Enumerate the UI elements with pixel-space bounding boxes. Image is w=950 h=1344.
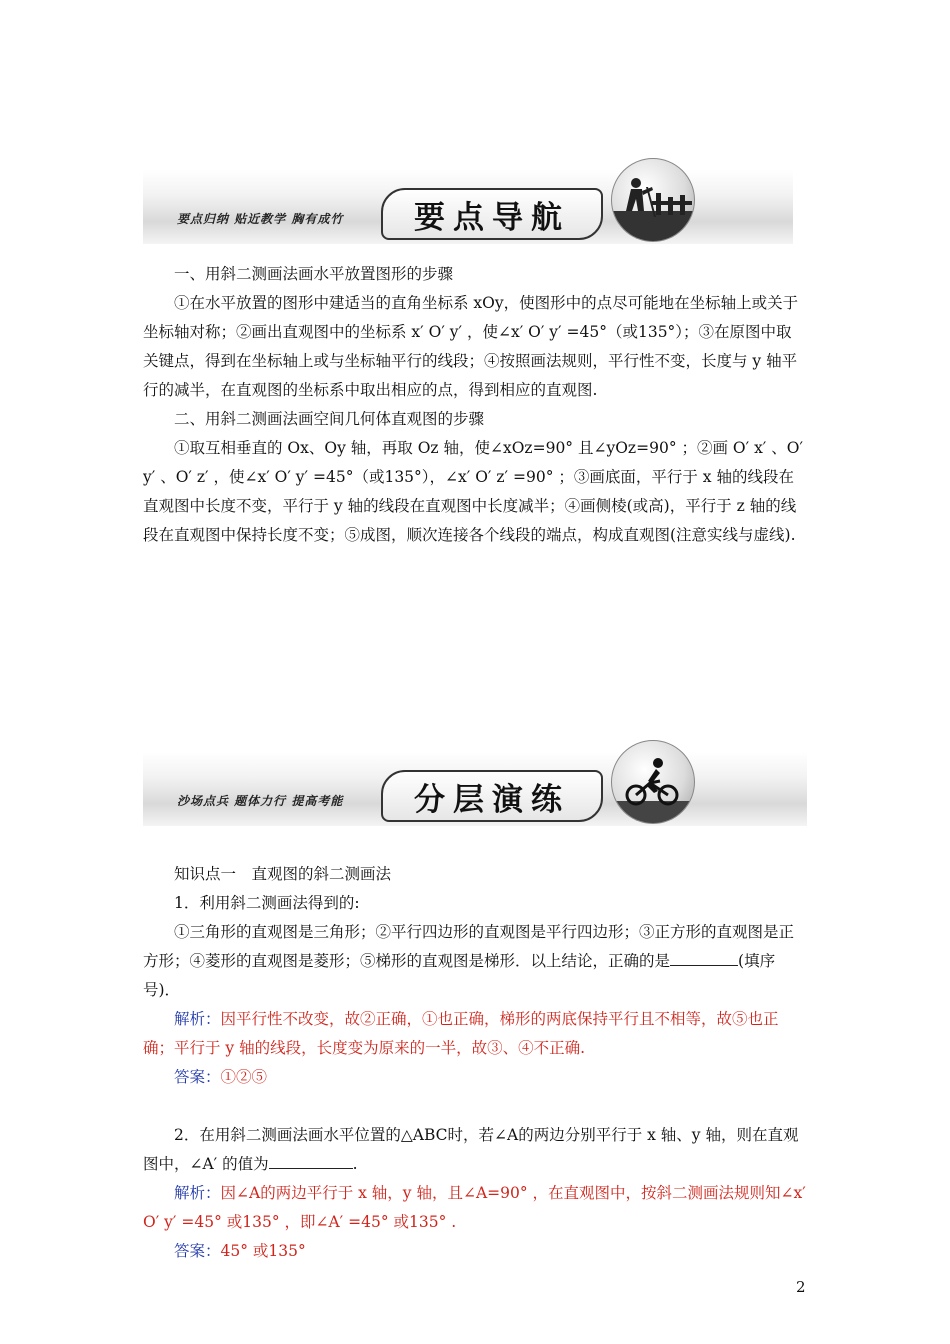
section-2-heading: 二、用斜二测画法画空间几何体直观图的步骤 — [174, 410, 485, 428]
question-1-body-text: ①三角形的直观图是三角形；②平行四边形的直观图是平行四边形；③正方形的直观图是正方形；④菱形的直观图是菱形；⑤梯形的直观图是梯形．以上结论，正确的是 — [143, 923, 795, 970]
banner-title: 分层演练 — [414, 781, 570, 818]
section-1 — [143, 260, 807, 550]
analysis-text: 因∠A的两边平行于 x 轴，y 轴，且∠A=90° ，在直观图中，按斜二测画法规则知∠x′ O′ y′ =45° 或135° ，即∠A′ =45° 或135° . — [143, 1184, 806, 1231]
question-2-answer — [143, 1237, 807, 1266]
section-1-heading: 一、用斜二测画法画水平放置图形的步骤 — [174, 265, 454, 283]
practice-section — [143, 860, 807, 1266]
banner-slogan: 要点归纳 贴近教学 胸有成竹 — [177, 212, 344, 226]
cyclist-silhouette-icon — [611, 740, 695, 824]
banner-practice — [143, 740, 807, 828]
answer-text: ①②⑤ — [220, 1068, 268, 1086]
analysis-label: 解析： — [174, 1010, 221, 1028]
section-1-text: ①在水平放置的图形中建适当的直角坐标系 xOy，使图形中的点尽可能地在坐标轴上或关于坐标轴对称；②画出直观图中的坐标系 x′ O′ y′ ，使∠x′ O′ y′ =45°（或135°）；③在原图中取关键点，得到在坐标轴上或与坐标轴平行的线段；④按照画法规则，平行性不变，长度与 y 轴平行的减半，在直观图的坐标系中取出相应的点，得到相应的直观图. — [143, 294, 799, 399]
page-number: 2 — [796, 1278, 806, 1296]
knowledge-point-title: 知识点一 直观图的斜二测画法 — [174, 865, 392, 883]
analysis-text: 因平行性不改变，故②正确，①也正确，梯形的两底保持平行且不相等，故⑤也正确；平行于 y 轴的线段，长度变为原来的一半，故③、④不正确. — [143, 1010, 779, 1057]
answer-blank[interactable] — [269, 1154, 353, 1169]
question-2-stem — [143, 1121, 807, 1179]
banner-key-points — [143, 158, 793, 246]
question-1-answer — [143, 1063, 807, 1092]
answer-label: 答案： — [174, 1068, 221, 1086]
question-1-stem: 1．利用斜二测画法得到的: — [174, 894, 360, 912]
answer-label: 答案： — [174, 1242, 221, 1260]
banner-title-plate — [381, 188, 603, 240]
banner-title-plate — [381, 770, 603, 822]
question-2-stem-text: 2．在用斜二测画法画水平位置的△ABC时，若∠A的两边分别平行于 x 轴、y 轴，则在直观图中，∠A′ 的值为 — [143, 1126, 799, 1173]
question-1-body — [143, 918, 807, 1005]
banner-title: 要点导航 — [414, 199, 570, 236]
answer-blank[interactable] — [670, 951, 738, 966]
analysis-label: 解析： — [174, 1184, 221, 1202]
question-1-analysis — [143, 1005, 807, 1063]
question-2-stem-tail: . — [352, 1155, 358, 1173]
banner-slogan: 沙场点兵 题体力行 提高考能 — [177, 794, 344, 808]
question-2-analysis — [143, 1179, 807, 1237]
surveyor-silhouette-icon — [611, 158, 695, 242]
section-2-text: ①取互相垂直的 Ox、Oy 轴，再取 Oz 轴，使∠xOz=90° 且∠yOz=90° ；②画 O′ x′ 、O′ y′ 、O′ z′ ，使∠x′ O′ y′ =45°（或135°），∠x′ O′ z′ =90° ；③画底面，平行于 x 轴的线段在直观图中长度不变，平行于 y 轴的线段在直观图中长度减半；④画侧棱(或高)，平行于 z 轴的线段在直观图中保持长度不变；⑤成图，顺次连接各个线段的端点，构成直观图(注意实线与虚线). — [143, 439, 803, 544]
answer-text: 45° 或135° — [220, 1242, 306, 1260]
question-1-body-tail: (填序号)． — [143, 952, 776, 999]
